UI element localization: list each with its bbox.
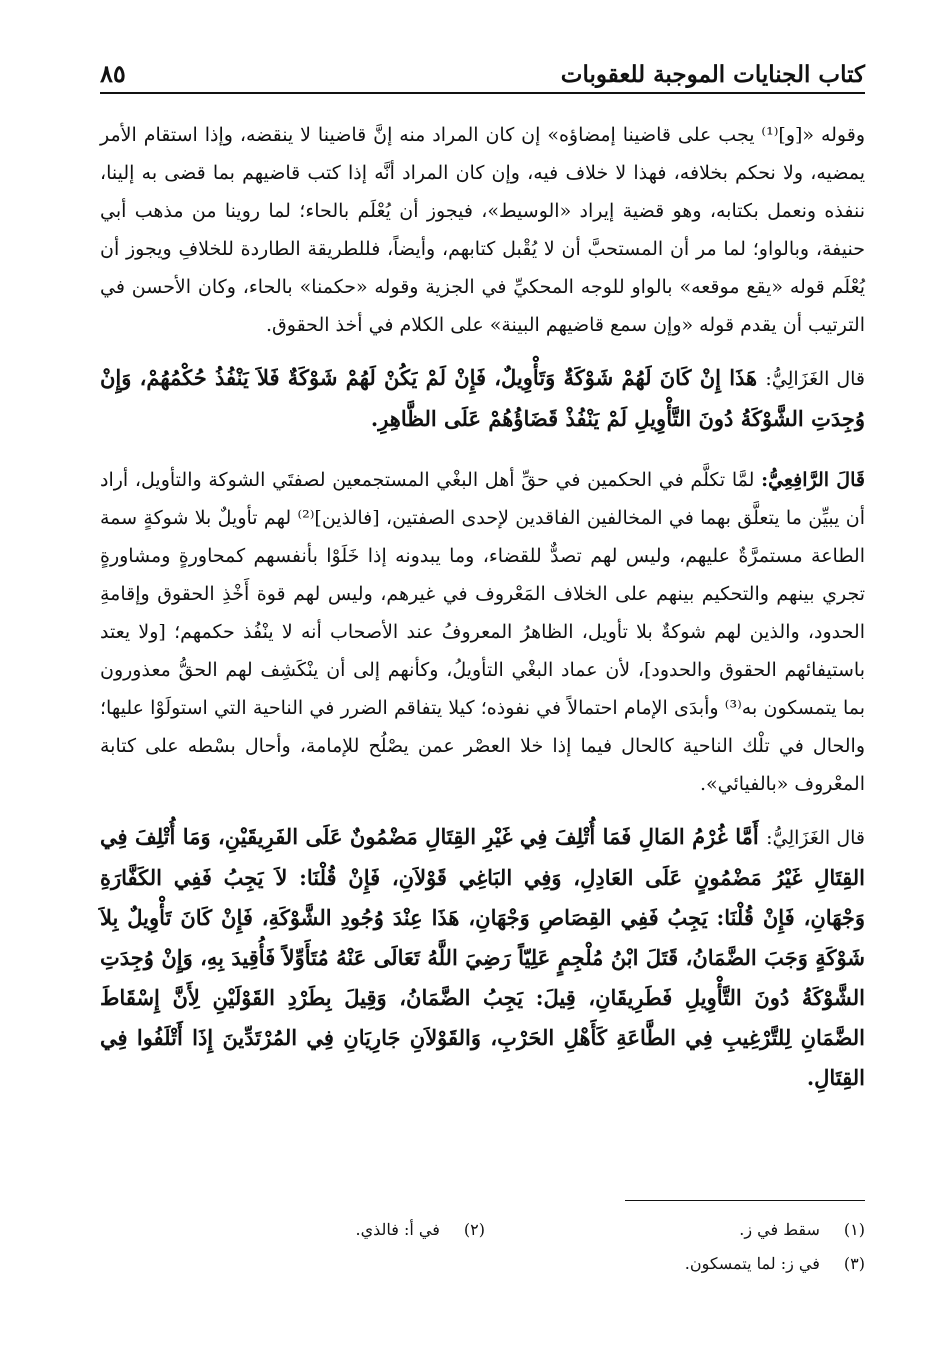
paragraph-ghazali-2-lead: قال الغَزَالِيُّ: [766,827,865,849]
paragraph-1-text: وقوله «[و]⁽¹⁾ يجب على قاضينا إمضاؤه» إن كان المراد منه إنَّ قاضينا لا ينقضه، وإذا استقام الأمر يمضيه، ولا نحكم بخلافه، فهذا لا خلاف فيه، وإن كان المراد أنَّه إذا كتب قاضيهم بما قضى به إلينا، ننفذه ونعمل بكتابه، وهو قضية إيراد «الوسيط»، فيجوز أن يُعْلَم بالحاء؛ لما روينا من مذهب أبي حنيفة، وبالواو؛ لما مر أن المستحبَّ أن لا يُقْبل كتابهم، وأيضاً، فللطريقة الطاردة للخلافِ ويجوز أن يُعْلَم قوله «يقع موقعه» بالواو للوجه المحكيِّ في الجزية وقوله «حكمنا» بالحاء، وكان الأحسن في الترتيب أن يقدم قوله «وإن سمع قاضيهم البينة» على الكلام في أخذ الحقوق. [100,124,865,336]
paragraph-rafii [100,461,865,803]
paragraph-ghazali-2 [100,817,865,1098]
page [100,48,865,1112]
footnotes [100,1200,865,1281]
footnote-row-2 [100,1247,865,1281]
paragraph-ghazali-2-text: أَمَّا غُرْمُ المَالِ فَمَا أُتْلِفَ فِي غَيْرِ القِتَالِ مَضْمُونٌ عَلَى الفَرِيقَيْنِ، وَمَا أُتْلِفَ فِي القِتَالِ غَيْرُ مَضْمُونٍ عَلَى العَادِلِ، وَفِي البَاغِي قَوْلاَنِ، فَإِنْ قُلْنَا: لاَ يَجِبُ فَفِي الكَفَّارَةِ وَجْهَانِ، فَإِنْ قُلْنَا: يَجِبُ فَفِي القِصَاصِ وَجْهَانِ، هَذَا عِنْدَ وُجُودِ الشَّوْكَةِ، فَإِنْ كَانَ تَأْوِيلٌ بِلاَ شَوْكَةٍ وَجَبَ الضَّمَانُ، قَتَلَ ابْنُ مُلْجِمٍ عَلِيّاً رَضِيَ اللَّهُ تَعَالَى عَنْهُ مُتَأَوِّلاً فَأُقِيدَ بِهِ، وَإِنْ وُجِدَتِ الشَّوْكَةُ دُونَ التَّأْوِيلِ فَطَرِيقَانِ، قِيلَ: يَجِبُ الضَّمَانُ، وَقِيلَ بِطَرْدِ القَوْلَيْنِ لِأَنَّ إِسْقَاطَ الضَّمَانِ لِلتَّرْغِيبِ فِي الطَّاعَةِ كَأَهْلِ الحَرْبِ، وَالقَوْلاَنِ جَارِيَانِ فِي المُرْتَدِّينَ إِذَا أَتْلَفُوا فِي القِتَالِ. [100,824,865,1090]
footnote-3-text: في ز: لما يتمسكون. [684,1254,820,1273]
running-header [100,48,865,94]
paragraph-1 [100,116,865,344]
paragraph-ghazali-1-text: هَذَا إِنْ كَانَ لَهُمْ شَوْكَةٌ وَتَأْوِيلٌ، فَإِنْ لَمْ يَكُنْ لَهُمْ شَوْكَةٌ فَلاَ يَنْفُذُ حُكْمُهُمْ، وَإِنْ وُجِدَتِ الشَّوْكَةُ دُونَ التَّأْوِيلِ لَمْ يَنْفُذْ قَضَاؤُهُمْ عَلَى الظَّاهِرِ. [100,365,865,431]
footnote-divider [625,1200,865,1201]
footnote-3 [485,1247,865,1281]
page-number: ٨٥ [100,59,126,88]
header-title: كتاب الجنايات الموجبة للعقوبات [560,61,865,88]
paragraph-ghazali-1-lead: قال الغَزَالِيُّ: [765,368,865,390]
paragraph-ghazali-1 [100,358,865,439]
paragraph-rafii-text: لمَّا تكلَّم في الحكمين في حقِّ أهل البغْي المستجمعين لصفتَي الشوكة والتأويل، أراد أن يبيِّن ما يتعلَّق بهما في المخالفين الفاقدين لإحدى الصفتين، [فالذين]⁽²⁾ لهم تأويلٌ بلا شوكةٍ سمة الطاعة مستمرَّةٌ عليهم، وليس لهم تصدٌّ للقضاء، وما يبدونه إذا خَلَوْا بأنفسهم كمحاورةٍ ومشاورةٍ تجري بينهم والتحكيم بينهم على الخلاف المَعْروف في غيرهم، وليس لهم قوة أَخْذِ الحقوق وإقامةِ الحدود، والذين لهم شوكةٌ بلا تأويل، الظاهرُ المعروفُ عند الأصحاب أنه لا ينْفُذ حكمهم؛ [ولا يعتد باستيفائهم الحقوق والحدود]، لأن عماد البغْي التأويلُ، وكأنهم إلى أن ينْكَشِف لهم الحقُّ معذورون بما يتمسكون به⁽³⁾ وأبدَى الإمام احتمالاً في نفوذه؛ كيلا يتفاقم الضرر في الناحية التي استولَوْا عليها؛ والحال في تلْك الناحية كالحال فيما إذا خلا العصْر عمن يصْلُح للإمامة، وأحال بسْطه على كتابة المعْروف «بالفيائي». [100,469,866,795]
footnote-1-number: (١) [843,1220,865,1239]
page-body [100,116,865,1098]
footnote-3-number: (٣) [843,1254,865,1273]
footnote-row-1 [100,1213,865,1247]
paragraph-rafii-lead: قَالَ الرَّافِعِيُّ: [761,469,865,491]
footnote-1 [485,1213,865,1247]
footnote-2-number: (٢) [463,1220,485,1239]
footnote-1-text: سقط في ز. [739,1220,820,1239]
footnote-2 [105,1213,485,1247]
footnote-2-text: في أ: فالذي. [355,1220,440,1239]
